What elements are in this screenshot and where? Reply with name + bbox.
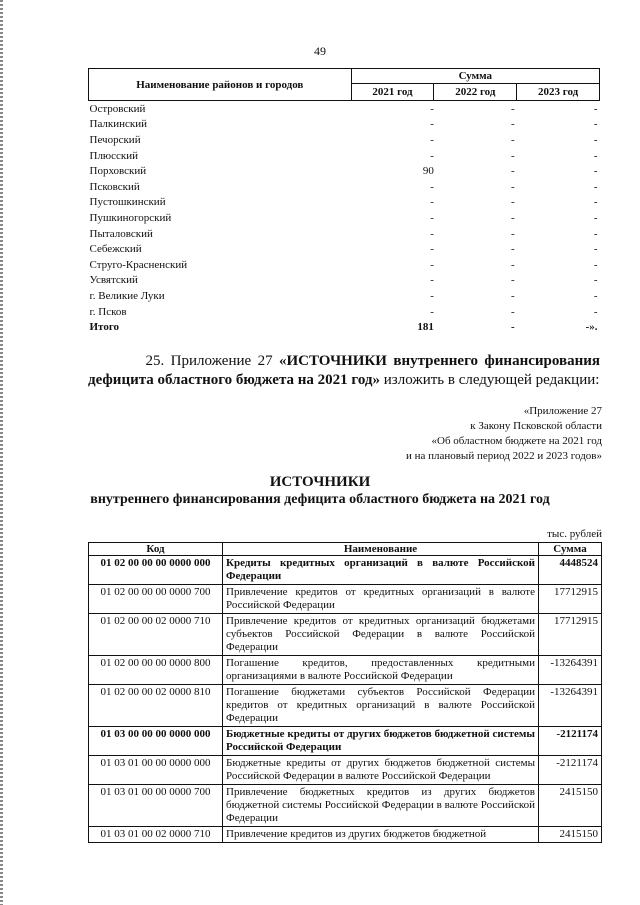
appendix-note-line: к Закону Псковской области (470, 420, 602, 432)
header-name: Наименование (223, 543, 539, 556)
district-name: Порховский (89, 165, 147, 178)
paragraph-prefix: 25. Приложение 27 (145, 353, 279, 369)
table-row (89, 614, 602, 656)
value-2023: - (593, 305, 598, 318)
value-2022: - (511, 211, 515, 224)
value-2023: - (593, 243, 598, 256)
row-name: Привлечение кредитов из других бюджетов бюджетной (223, 827, 539, 843)
value-2022: - (511, 321, 515, 334)
value-2021: - (430, 180, 434, 193)
value-2021: - (430, 211, 434, 224)
value-2022: - (511, 118, 515, 131)
amendment-paragraph (88, 352, 600, 390)
row-name: Погашение бюджетами субъектов Российской Федерации кредитов от кредитных организаций в валюте Российской Федерации (223, 685, 539, 727)
table-row (89, 827, 602, 843)
value-2022: - (511, 102, 515, 115)
row-name: Погашение кредитов, предоставленных кредитными организациями в валюте Российской Федерации (223, 656, 539, 685)
district-name: Псковский (89, 180, 140, 193)
value-2023: -». (585, 321, 598, 334)
table-row (89, 556, 602, 585)
row-name: Привлечение кредитов от кредитных организаций в валюте Российской Федерации (223, 585, 539, 614)
value-2021: 90 (422, 165, 434, 178)
district-name: Пустошкинский (89, 196, 166, 209)
table-row (89, 226, 600, 242)
district-name: Пушкиногорский (89, 211, 172, 224)
row-name: Бюджетные кредиты от других бюджетов бюджетной системы Российской Федерации (223, 727, 539, 756)
district-name: Итого (89, 321, 120, 334)
district-name: Палкинский (89, 118, 148, 131)
value-2021: - (430, 196, 434, 209)
table-row (89, 257, 600, 273)
table-row (89, 179, 600, 195)
districts-table (88, 68, 600, 335)
value-2023: - (593, 102, 598, 115)
value-2021: - (430, 227, 434, 240)
value-2023: - (593, 274, 598, 287)
value-2023: - (593, 149, 598, 162)
appendix-note-line: «Об областном бюджете на 2021 год (431, 435, 602, 447)
value-2022: - (511, 149, 515, 162)
value-2021: - (430, 118, 434, 131)
district-name: Струго-Красненский (89, 258, 188, 271)
row-name: Привлечение бюджетных кредитов из других бюджетов бюджетной системы Российской Федерации в валюте Российской Федерации (223, 785, 539, 827)
row-code: 01 02 00 00 02 0000 810 (89, 685, 223, 727)
district-name: г. Псков (89, 305, 127, 318)
value-2022: - (511, 243, 515, 256)
value-2023: - (593, 289, 598, 302)
row-sum: -13264391 (539, 656, 602, 685)
document-title: ИСТОЧНИКИ (269, 474, 371, 490)
district-name: Плюсский (89, 149, 139, 162)
row-code: 01 02 00 00 00 0000 800 (89, 656, 223, 685)
row-sum: -2121174 (539, 756, 602, 785)
table-row (89, 195, 600, 211)
row-code: 01 02 00 00 00 0000 000 (89, 556, 223, 585)
value-2023: - (593, 118, 598, 131)
row-code: 01 03 00 00 00 0000 000 (89, 727, 223, 756)
value-2021: - (430, 102, 434, 115)
appendix-note (406, 404, 602, 464)
table-row (89, 727, 602, 756)
district-name: г. Великие Луки (89, 289, 165, 302)
row-sum: -2121174 (539, 727, 602, 756)
value-2021: - (430, 243, 434, 256)
appendix-note-line: и на плановый период 2022 и 2023 годов» (405, 450, 602, 462)
table-row (89, 241, 600, 257)
value-2021: - (430, 305, 434, 318)
value-2021: - (430, 258, 434, 271)
district-name: Усвятский (89, 274, 138, 287)
header-sum: Сумма (539, 543, 602, 556)
page-number: 49 (314, 44, 326, 58)
row-sum: -13264391 (539, 685, 602, 727)
total-row (89, 319, 600, 335)
table-row (89, 163, 600, 179)
value-2021: - (430, 149, 434, 162)
value-2021: 181 (417, 321, 434, 334)
district-name: Пыталовский (89, 227, 153, 240)
header-year-2023: 2023 год (517, 84, 600, 101)
value-2022: - (511, 180, 515, 193)
row-sum: 17712915 (539, 614, 602, 656)
value-2022: - (511, 196, 515, 209)
row-name: Привлечение кредитов от кредитных организаций бюджетами субъектов Российской Федерации в валюте Российской Федерации (223, 614, 539, 656)
header-code: Код (89, 543, 223, 556)
header-sum: Сумма (351, 69, 599, 84)
value-2023: - (593, 180, 598, 193)
value-2022: - (511, 289, 515, 302)
district-name: Себежский (89, 243, 142, 256)
table-row (89, 756, 602, 785)
document-subtitle: внутреннего финансирования дефицита областного бюджета на 2021 год (90, 492, 550, 507)
value-2021: - (430, 133, 434, 146)
value-2022: - (511, 258, 515, 271)
row-name: Бюджетные кредиты от других бюджетов бюджетной системы Российской Федерации в валюте Российской Федерации (223, 756, 539, 785)
value-2021: - (430, 274, 434, 287)
row-sum: 2415150 (539, 827, 602, 843)
scan-edge (0, 0, 3, 905)
table-row (89, 685, 602, 727)
paragraph-bold: «ИСТОЧНИКИ внутреннего финансирования дефицита областного бюджета на 2021 год» (88, 353, 600, 388)
value-2022: - (511, 274, 515, 287)
header-district-name: Наименование районов и городов (89, 69, 352, 101)
table-row (89, 117, 600, 133)
value-2022: - (511, 227, 515, 240)
row-code: 01 03 01 00 00 0000 000 (89, 756, 223, 785)
row-code: 01 03 01 00 02 0000 710 (89, 827, 223, 843)
table-row (89, 304, 600, 320)
value-2022: - (511, 133, 515, 146)
table-row (89, 210, 600, 226)
value-2023: - (593, 133, 598, 146)
row-name: Кредиты кредитных организаций в валюте Российской Федерации (223, 556, 539, 585)
row-sum: 4448524 (539, 556, 602, 585)
table-row (89, 273, 600, 289)
value-2023: - (593, 227, 598, 240)
district-name: Островский (89, 102, 146, 115)
district-name: Печорский (89, 133, 141, 146)
row-code: 01 02 00 00 02 0000 710 (89, 614, 223, 656)
row-sum: 2415150 (539, 785, 602, 827)
table-row (89, 585, 602, 614)
value-2022: - (511, 305, 515, 318)
value-2021: - (430, 289, 434, 302)
appendix-note-line: «Приложение 27 (523, 405, 602, 417)
value-2023: - (593, 196, 598, 209)
sources-table (88, 542, 602, 843)
header-year-2022: 2022 год (434, 84, 517, 101)
row-sum: 17712915 (539, 585, 602, 614)
header-year-2021: 2021 год (351, 84, 434, 101)
units-label: тыс. рублей (547, 528, 602, 540)
value-2023: - (593, 211, 598, 224)
table-row (89, 288, 600, 304)
paragraph-suffix: изложить в следующей редакции: (380, 372, 600, 388)
table-row (89, 148, 600, 164)
table-row (89, 785, 602, 827)
value-2023: - (593, 165, 598, 178)
row-code: 01 03 01 00 00 0000 700 (89, 785, 223, 827)
table-row (89, 656, 602, 685)
value-2022: - (511, 165, 515, 178)
table-row (89, 101, 600, 117)
row-code: 01 02 00 00 00 0000 700 (89, 585, 223, 614)
table-row (89, 132, 600, 148)
value-2023: - (593, 258, 598, 271)
